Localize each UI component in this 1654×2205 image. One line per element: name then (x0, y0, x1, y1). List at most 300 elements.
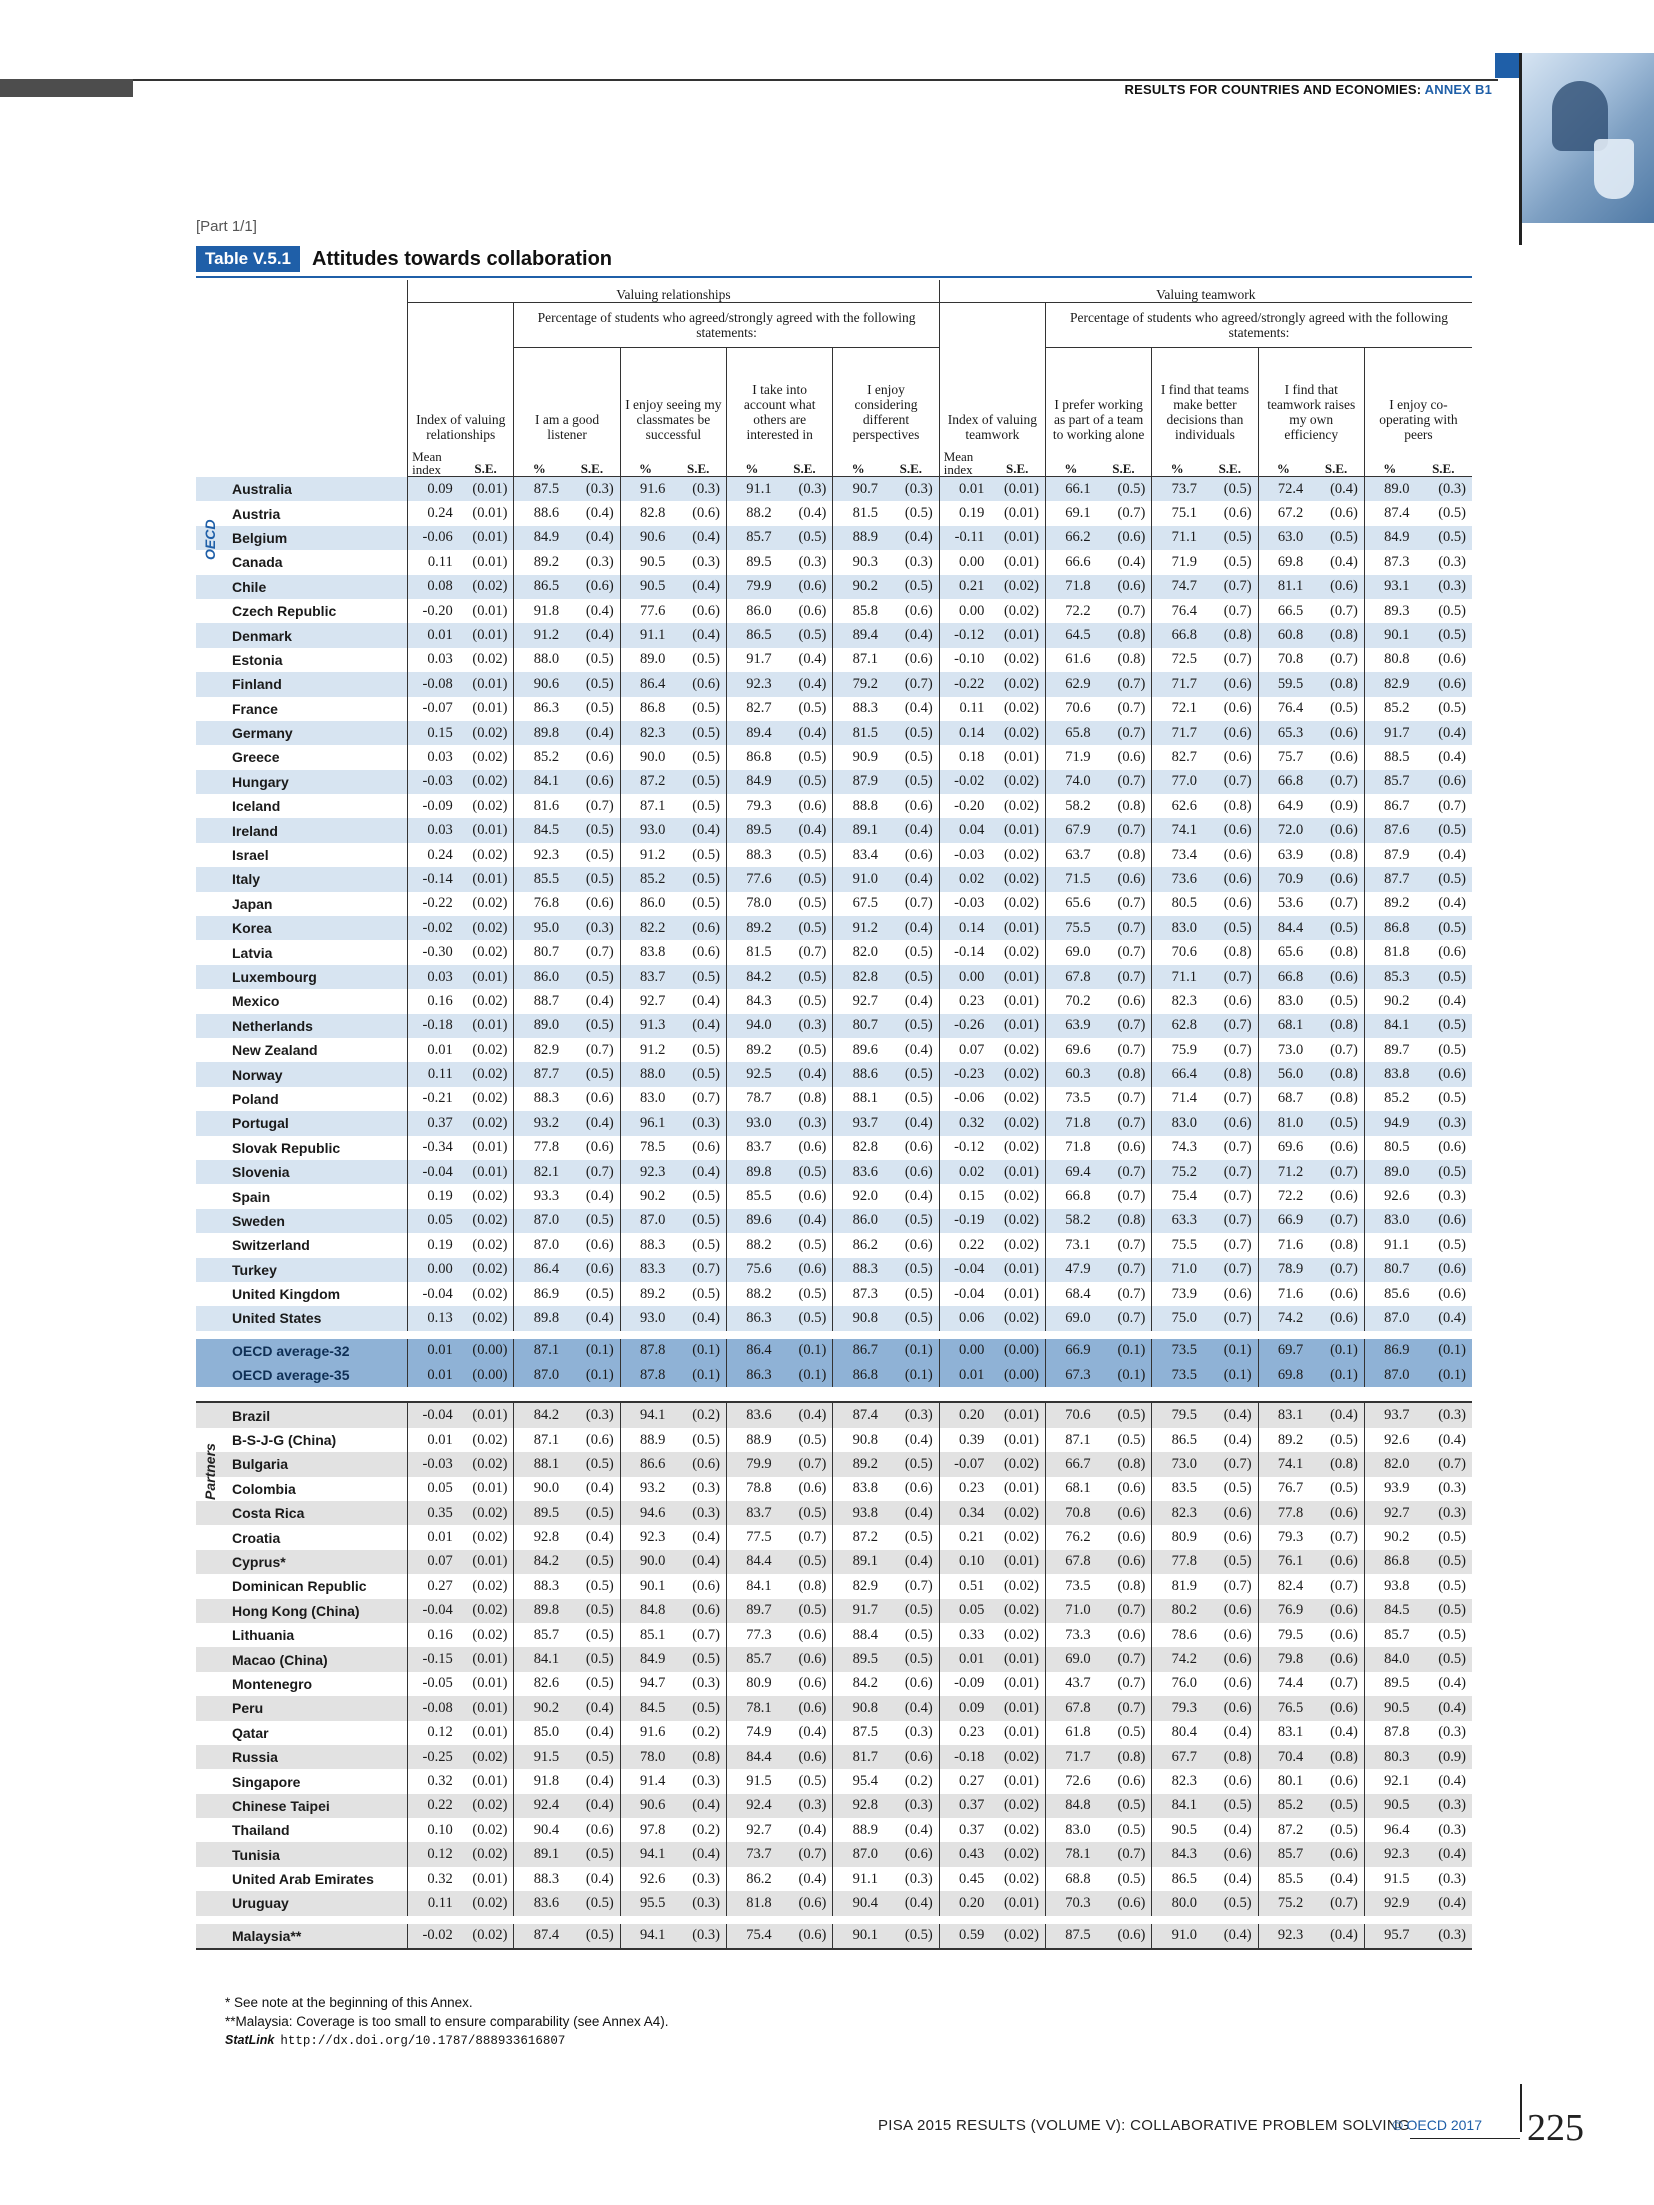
se-cell: (0.7) (1330, 651, 1358, 668)
value-cell: 87.1 (833, 648, 883, 672)
value-cell: 0.43 (939, 1842, 989, 1866)
value-cell: 93.7 (1364, 1402, 1414, 1427)
country-name: Chinese Taipei (196, 1794, 408, 1818)
se-cell: (0.01) (458, 477, 514, 502)
se-cell: (0.7) (692, 1090, 721, 1107)
country-name: Spain (232, 1188, 271, 1205)
value-cell: 84.1 (514, 770, 564, 794)
country-name: Denmark (196, 623, 408, 647)
se-cell: (0.6) (1117, 1529, 1146, 1546)
value-cell: 87.1 (620, 794, 670, 818)
value-cell: 0.15 (939, 1184, 989, 1208)
se-cell: (0.01) (472, 1773, 508, 1789)
statlink-url[interactable]: http://dx.doi.org/10.1787/888933616807 (280, 2034, 566, 2048)
se-cell: (0.6) (1330, 505, 1358, 522)
se-cell: (0.5) (798, 1041, 827, 1058)
se-cell: (0.02) (1003, 895, 1039, 912)
value-cell: 91.6 (620, 1721, 670, 1745)
value-cell: 0.01 (408, 1525, 458, 1549)
value-cell: 0.16 (408, 1623, 458, 1647)
value-cell: 89.7 (1364, 1038, 1414, 1062)
se-cell: (0.6) (1117, 1626, 1146, 1643)
value-cell: 80.8 (1364, 648, 1414, 672)
se-cell: (0.5) (798, 1773, 827, 1789)
value-cell: 75.1 (1152, 501, 1202, 525)
group-header-relationships: Valuing relationships (408, 280, 940, 303)
value-cell: 0.11 (939, 697, 989, 721)
value-cell: 0.00 (408, 1258, 458, 1282)
value-cell: 87.9 (833, 770, 883, 794)
value-cell: -0.04 (939, 1282, 989, 1306)
se-cell: (0.01) (472, 1675, 508, 1692)
value-cell: 84.9 (514, 526, 564, 550)
value-cell: 89.1 (833, 1550, 883, 1574)
value-cell: 82.8 (833, 1136, 883, 1160)
value-cell: 92.6 (620, 1867, 670, 1891)
se-cell: (0.01) (989, 623, 1045, 647)
se-cell: (0.01) (1003, 1480, 1039, 1497)
value-cell: 95.4 (833, 1769, 883, 1793)
value-cell: 73.4 (1152, 843, 1202, 867)
value-cell: 91.2 (514, 623, 564, 647)
value-cell: 86.5 (1152, 1428, 1202, 1452)
se-cell: (0.4) (798, 505, 827, 522)
se-cell: (0.6) (1202, 672, 1258, 696)
se-cell: (0.6) (1223, 1285, 1252, 1302)
se-cell: (0.6) (1117, 748, 1146, 765)
se-cell: (0.7) (777, 1842, 833, 1866)
se-cell: (0.01) (989, 1647, 1045, 1671)
value-cell: 88.9 (620, 1428, 670, 1452)
value-cell: 92.0 (833, 1184, 883, 1208)
se-cell: (0.6) (777, 575, 833, 599)
value-cell: 0.24 (408, 501, 458, 525)
se-cell: (0.4) (883, 526, 939, 550)
value-cell: 93.3 (514, 1184, 564, 1208)
se-cell: (0.6) (904, 846, 933, 863)
se-cell: (0.5) (1202, 477, 1258, 502)
value-cell: -0.04 (408, 1599, 458, 1623)
se-cell: (0.01) (472, 1870, 508, 1887)
value-cell: 83.8 (620, 940, 670, 964)
value-cell: 71.5 (1046, 867, 1096, 891)
value-cell: 78.9 (1258, 1258, 1308, 1282)
value-cell: 85.2 (1364, 1087, 1414, 1111)
annex-label: ANNEX B1 (1424, 82, 1492, 97)
value-cell: 0.21 (939, 575, 989, 599)
value-cell: 91.3 (620, 1014, 670, 1038)
value-cell: 67.8 (1046, 965, 1096, 989)
value-cell: 83.5 (1152, 1477, 1202, 1501)
value-cell: 81.1 (1258, 575, 1308, 599)
value-cell: 84.2 (514, 1550, 564, 1574)
value-cell: 87.0 (514, 1363, 564, 1387)
value-cell: 0.35 (408, 1501, 458, 1525)
se-cell: (0.01) (472, 700, 508, 717)
se-cell: (0.6) (1308, 575, 1364, 599)
value-cell: 84.8 (620, 1599, 670, 1623)
subcol-mean-index: Mean index (408, 442, 458, 477)
value-cell: 91.7 (727, 648, 777, 672)
country-name: Dominican Republic (232, 1578, 367, 1595)
se-cell: (0.3) (1415, 575, 1472, 599)
value-cell: -0.03 (939, 843, 989, 867)
col-teamwork-efficiency: I find that teamwork raises my own efficiency (1258, 348, 1364, 443)
table-row (196, 1924, 1472, 1948)
value-cell: 68.4 (1046, 1282, 1096, 1306)
se-cell: (0.6) (1096, 1550, 1152, 1574)
value-cell: 75.6 (727, 1258, 777, 1282)
table-row (196, 1339, 1472, 1363)
group-header-teamwork: Valuing teamwork (939, 280, 1472, 303)
country-name: Montenegro (232, 1675, 313, 1692)
value-cell: 85.6 (1364, 1282, 1414, 1306)
value-cell: 86.3 (514, 697, 564, 721)
se-cell: (0.4) (1202, 1924, 1258, 1948)
value-cell: 72.1 (1152, 697, 1202, 721)
se-cell: (0.3) (1415, 1402, 1472, 1427)
se-cell: (0.5) (564, 1501, 620, 1525)
value-cell: 83.7 (727, 1136, 777, 1160)
se-cell: (0.6) (1308, 867, 1364, 891)
table-number-badge: Table V.5.1 (196, 246, 300, 272)
se-cell: (0.4) (883, 1891, 939, 1915)
value-cell: 0.01 (408, 1428, 458, 1452)
se-cell: (0.7) (1330, 602, 1358, 619)
value-cell: 86.2 (727, 1867, 777, 1891)
value-cell: 70.6 (1152, 940, 1202, 964)
value-cell: 0.05 (939, 1599, 989, 1623)
col-others-interests: I take into account what others are interested in (727, 348, 833, 443)
value-cell: 0.23 (939, 1721, 989, 1745)
value-cell: 77.5 (727, 1525, 777, 1549)
se-cell: (0.5) (692, 1188, 721, 1205)
value-cell: 91.1 (1364, 1233, 1414, 1257)
value-cell: 88.3 (514, 1574, 564, 1598)
subcol-percent: % (1364, 442, 1414, 477)
se-cell: (0.7) (1308, 1160, 1364, 1184)
se-cell: (0.1) (1415, 1363, 1472, 1387)
country-name: Singapore (232, 1773, 301, 1790)
value-cell: 80.7 (514, 940, 564, 964)
part-label: [Part 1/1] (196, 218, 257, 235)
se-cell: (0.5) (670, 1647, 726, 1671)
value-cell: 82.7 (727, 697, 777, 721)
value-cell: 82.8 (833, 965, 883, 989)
value-cell: 86.8 (727, 745, 777, 769)
se-cell: (0.5) (564, 1745, 620, 1769)
se-cell: (0.4) (670, 575, 726, 599)
se-cell: (0.3) (670, 477, 726, 502)
value-cell: 0.19 (939, 501, 989, 525)
value-cell: 89.1 (833, 818, 883, 842)
country-name: Japan (232, 895, 273, 912)
se-cell: (0.3) (1415, 1501, 1472, 1525)
se-cell: (0.5) (564, 1599, 620, 1623)
value-cell: 72.2 (1258, 1184, 1308, 1208)
value-cell: 77.3 (727, 1623, 777, 1647)
value-cell: 0.01 (939, 477, 989, 502)
value-cell: 80.2 (1152, 1599, 1202, 1623)
se-cell: (0.01) (989, 916, 1045, 940)
value-cell: 96.4 (1364, 1818, 1414, 1842)
se-cell: (0.6) (1415, 672, 1472, 696)
value-cell: 93.0 (620, 818, 670, 842)
se-cell: (0.8) (1223, 944, 1252, 961)
value-cell: 91.0 (833, 867, 883, 891)
value-cell: -0.11 (939, 526, 989, 550)
value-cell: -0.25 (408, 1745, 458, 1769)
value-cell: 82.3 (1152, 1501, 1202, 1525)
value-cell: 87.0 (514, 1233, 564, 1257)
se-cell: (0.7) (1117, 1675, 1146, 1692)
value-cell: 79.3 (727, 794, 777, 818)
se-cell: (0.4) (883, 1550, 939, 1574)
se-cell: (0.4) (1117, 553, 1146, 570)
se-cell: (0.5) (777, 1599, 833, 1623)
value-cell: 85.7 (1364, 770, 1414, 794)
se-cell: (0.8) (670, 1745, 726, 1769)
se-cell: (0.2) (670, 1402, 726, 1427)
se-cell: (0.02) (472, 651, 508, 668)
value-cell: 0.27 (408, 1574, 458, 1598)
se-cell: (0.4) (1438, 1773, 1466, 1789)
se-cell: (0.5) (904, 1529, 933, 1546)
se-cell: (0.6) (883, 1745, 939, 1769)
value-cell: 0.09 (408, 477, 458, 502)
country-name: B-S-J-G (China) (232, 1432, 337, 1449)
table-row (196, 599, 1472, 623)
se-cell: (0.5) (883, 1599, 939, 1623)
value-cell: 70.6 (1046, 1402, 1096, 1427)
value-cell: 0.00 (939, 550, 989, 574)
se-cell: (0.5) (883, 1306, 939, 1330)
value-cell: 69.8 (1258, 550, 1308, 574)
value-cell: 78.0 (620, 1745, 670, 1769)
value-cell: 0.23 (939, 989, 989, 1013)
se-cell: (0.02) (472, 1236, 508, 1253)
col-classmates-successful: I enjoy seeing my classmates be successful (620, 348, 726, 443)
table-row (196, 575, 1472, 599)
se-cell: (0.02) (1003, 1041, 1039, 1058)
country-name: Brazil (196, 1402, 408, 1427)
value-cell: -0.14 (408, 867, 458, 891)
table-row (196, 965, 1472, 989)
se-cell: (0.02) (458, 770, 514, 794)
footer-rule-vertical (1520, 2084, 1522, 2132)
se-cell: (0.7) (1202, 1160, 1258, 1184)
table-row (196, 526, 1472, 550)
se-cell: (0.02) (458, 1924, 514, 1948)
se-cell: (0.01) (989, 1014, 1045, 1038)
value-cell: 90.5 (620, 575, 670, 599)
se-cell: (0.5) (564, 1891, 620, 1915)
se-cell: (0.02) (1003, 1626, 1039, 1643)
country-name: Costa Rica (196, 1501, 408, 1525)
value-cell: 71.4 (1152, 1087, 1202, 1111)
se-cell: (0.5) (564, 1209, 620, 1233)
table-row (196, 623, 1472, 647)
se-cell: (0.5) (1308, 1111, 1364, 1135)
se-cell: (0.6) (692, 1139, 721, 1156)
se-cell: (0.02) (472, 1577, 508, 1594)
se-cell: (0.7) (1308, 1891, 1364, 1915)
se-cell: (0.6) (1223, 992, 1252, 1009)
value-cell: 78.7 (727, 1087, 777, 1111)
value-cell: 0.32 (408, 1769, 458, 1793)
se-cell: (0.1) (777, 1339, 833, 1363)
se-cell: (0.4) (1308, 1402, 1364, 1427)
se-cell: (0.5) (798, 846, 827, 863)
country-name: Russia (196, 1745, 408, 1769)
value-cell: -0.30 (408, 940, 458, 964)
value-cell: 90.6 (620, 1794, 670, 1818)
se-cell: (0.3) (904, 1870, 933, 1887)
se-cell: (0.01) (989, 526, 1045, 550)
table-row (196, 672, 1472, 696)
table-row (196, 1306, 1472, 1330)
value-cell: 88.8 (833, 794, 883, 818)
table-row (196, 501, 1472, 525)
se-cell: (0.4) (670, 526, 726, 550)
subcol-percent: % (1152, 442, 1202, 477)
value-cell: 80.7 (1364, 1258, 1414, 1282)
value-cell: 85.7 (1364, 1623, 1414, 1647)
value-cell: 88.0 (514, 648, 564, 672)
se-cell: (0.6) (1202, 1599, 1258, 1623)
value-cell: 0.07 (939, 1038, 989, 1062)
value-cell: 93.0 (620, 1306, 670, 1330)
se-cell: (0.4) (798, 651, 827, 668)
se-cell: (0.6) (585, 1139, 614, 1156)
value-cell: 92.3 (620, 1525, 670, 1549)
se-cell: (0.6) (1415, 770, 1472, 794)
se-cell: (0.4) (777, 1209, 833, 1233)
value-cell: 71.2 (1258, 1160, 1308, 1184)
se-cell: (0.4) (1438, 1431, 1466, 1448)
value-cell: 91.8 (514, 599, 564, 623)
value-cell: 87.6 (1364, 818, 1414, 842)
se-cell: (0.6) (670, 672, 726, 696)
table-row (196, 1574, 1472, 1598)
country-name: Israel (232, 847, 269, 864)
data-table (196, 280, 1472, 1948)
value-cell: 71.1 (1152, 965, 1202, 989)
value-cell: 85.5 (727, 1184, 777, 1208)
value-cell: 73.0 (1152, 1452, 1202, 1476)
value-cell: 66.9 (1046, 1339, 1096, 1363)
statlink[interactable] (225, 2031, 668, 2051)
value-cell: 88.0 (620, 1062, 670, 1086)
se-cell: (0.5) (1415, 1014, 1472, 1038)
se-cell: (0.6) (585, 895, 614, 912)
value-cell: 66.1 (1046, 477, 1096, 502)
value-cell: 69.0 (1046, 1647, 1096, 1671)
country-name: Switzerland (232, 1237, 310, 1254)
value-cell: 82.1 (514, 1160, 564, 1184)
se-cell: (0.3) (670, 1891, 726, 1915)
se-cell: (0.7) (1330, 1041, 1358, 1058)
se-cell: (0.5) (904, 505, 933, 522)
value-cell: 73.5 (1046, 1087, 1096, 1111)
se-cell: (0.6) (777, 1924, 833, 1948)
value-cell: 87.8 (1364, 1721, 1414, 1745)
se-cell: (0.8) (1330, 1090, 1358, 1107)
se-cell: (0.5) (1438, 700, 1466, 717)
value-cell: 87.4 (833, 1402, 883, 1427)
value-cell: 92.3 (727, 672, 777, 696)
table-title-row (196, 246, 612, 272)
value-cell: 71.0 (1046, 1599, 1096, 1623)
se-cell: (0.8) (1117, 1577, 1146, 1594)
value-cell: 94.6 (620, 1501, 670, 1525)
value-cell: 82.3 (1152, 989, 1202, 1013)
value-cell: 91.7 (833, 1599, 883, 1623)
value-cell: 91.2 (833, 916, 883, 940)
se-cell: (0.5) (564, 1924, 620, 1948)
se-cell: (0.3) (777, 1794, 833, 1818)
se-cell: (0.6) (564, 575, 620, 599)
se-cell: (0.6) (1438, 1285, 1466, 1302)
running-title: RESULTS FOR COUNTRIES AND ECONOMIES: (1124, 82, 1422, 97)
table-row (196, 1209, 1472, 1233)
se-cell: (0.8) (1096, 623, 1152, 647)
se-cell: (0.7) (1202, 1452, 1258, 1476)
se-cell: (0.6) (1202, 721, 1258, 745)
value-cell: 86.9 (514, 1282, 564, 1306)
spacer (196, 1916, 1472, 1924)
value-cell: 0.15 (408, 721, 458, 745)
se-cell: (0.7) (1438, 797, 1466, 814)
se-cell: (0.6) (904, 1236, 933, 1253)
se-cell: (0.5) (564, 1452, 620, 1476)
table-row (196, 1550, 1472, 1574)
value-cell: 62.6 (1152, 794, 1202, 818)
se-cell: (0.4) (1438, 846, 1466, 863)
se-cell: (0.5) (564, 965, 620, 989)
value-cell: 85.7 (1258, 1842, 1308, 1866)
value-cell: 63.3 (1152, 1209, 1202, 1233)
se-cell: (0.7) (585, 944, 614, 961)
value-cell: -0.21 (408, 1087, 458, 1111)
value-cell: 75.4 (1152, 1184, 1202, 1208)
se-cell: (0.6) (1330, 1626, 1358, 1643)
value-cell: 66.8 (1258, 770, 1308, 794)
se-cell: (0.7) (1117, 1041, 1146, 1058)
value-cell: 92.4 (514, 1794, 564, 1818)
value-cell: 43.7 (1046, 1672, 1096, 1696)
value-cell: -0.04 (408, 1402, 458, 1427)
se-cell: (0.02) (989, 867, 1045, 891)
partner-rows (196, 1402, 1472, 1915)
se-cell: (0.5) (1202, 916, 1258, 940)
country-name: OECD average-32 (196, 1339, 408, 1363)
se-cell: (0.02) (1003, 1870, 1039, 1887)
se-cell: (0.3) (883, 1794, 939, 1818)
value-cell: 70.8 (1046, 1501, 1096, 1525)
se-cell: (0.7) (1096, 818, 1152, 842)
se-cell: (0.3) (883, 1402, 939, 1427)
se-cell: (0.4) (1308, 477, 1364, 502)
value-cell: 83.1 (1258, 1402, 1308, 1427)
table-row (196, 818, 1472, 842)
se-cell: (0.5) (777, 770, 833, 794)
se-cell: (0.01) (989, 477, 1045, 502)
se-cell: (0.01) (472, 602, 508, 619)
se-cell: (0.02) (472, 748, 508, 765)
value-cell: -0.18 (939, 1745, 989, 1769)
subcol-percent: % (833, 442, 883, 477)
